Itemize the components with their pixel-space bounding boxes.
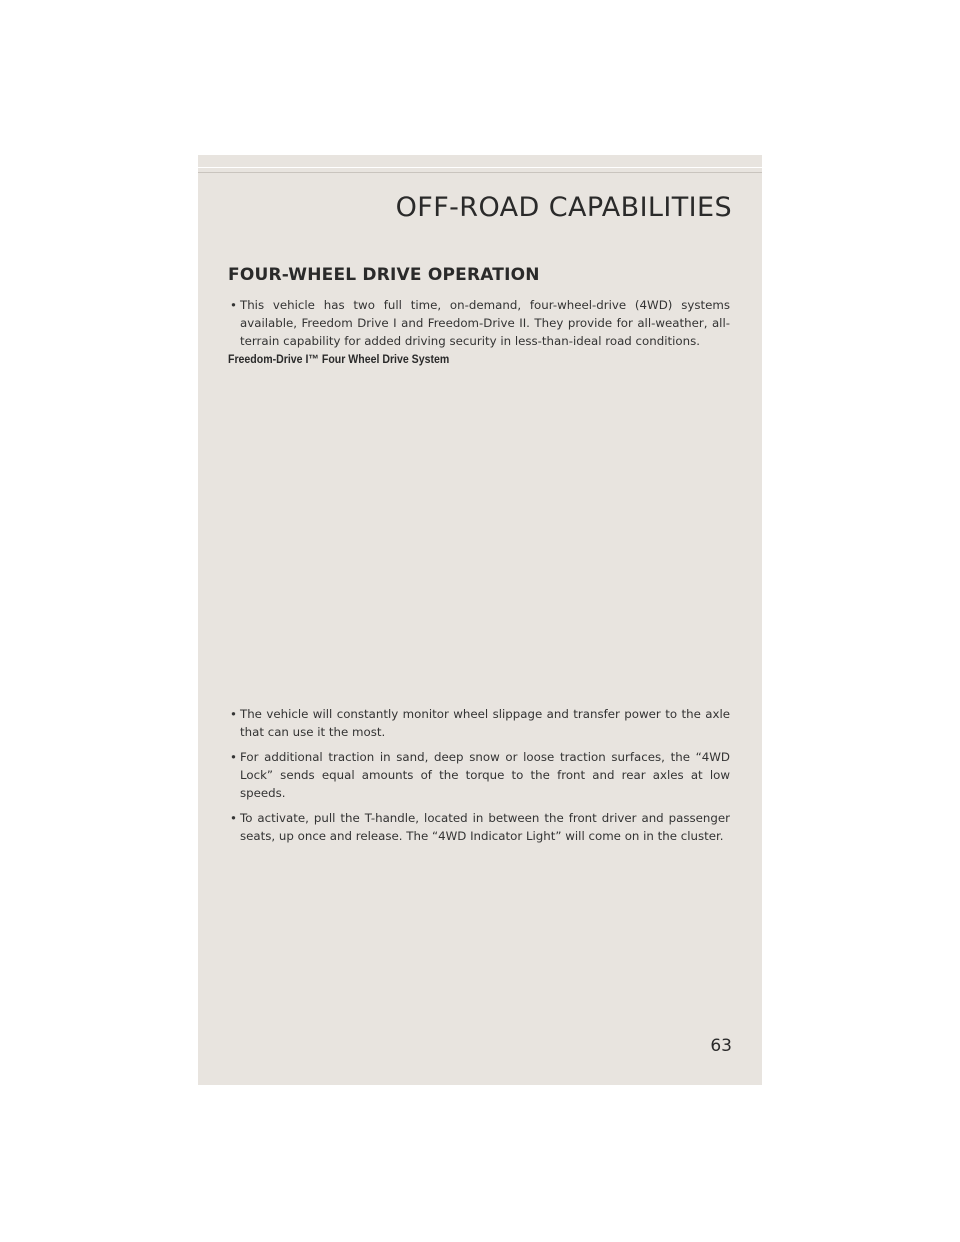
list-item: • For additional traction in sand, deep snow or loose traction surfaces, the “4WD Lock” sends equal amounts of the torque to the front and rear axles at low speeds. <box>228 748 730 802</box>
section-title: OFF-ROAD CAPABILITIES <box>395 192 732 223</box>
header-rule-thin <box>198 172 762 173</box>
list-item: • This vehicle has two full time, on-demand, four-wheel-drive (4WD) systems available, Freedom Drive I and Freedom-Drive II. They provide for all-weather, all-terrain capability for added driving security in less-than-ideal road conditions. <box>228 296 730 350</box>
list-item: • To activate, pull the T-handle, located in between the front driver and passenger seats, up once and release. The “4WD Indicator Light” will come on in the cluster. <box>228 809 730 845</box>
page-number: 63 <box>710 1036 732 1056</box>
manual-page <box>198 155 762 1085</box>
list-item: • The vehicle will constantly monitor wheel slippage and transfer power to the axle that can use it the most. <box>228 705 730 741</box>
header-rule <box>198 167 762 168</box>
bullet-list <box>228 705 730 852</box>
page-heading: FOUR-WHEEL DRIVE OPERATION <box>228 265 540 285</box>
intro-bullet-list <box>228 296 730 357</box>
system-subheading: Freedom-Drive I™ Four Wheel Drive System <box>228 352 450 366</box>
figure-area <box>228 375 730 695</box>
